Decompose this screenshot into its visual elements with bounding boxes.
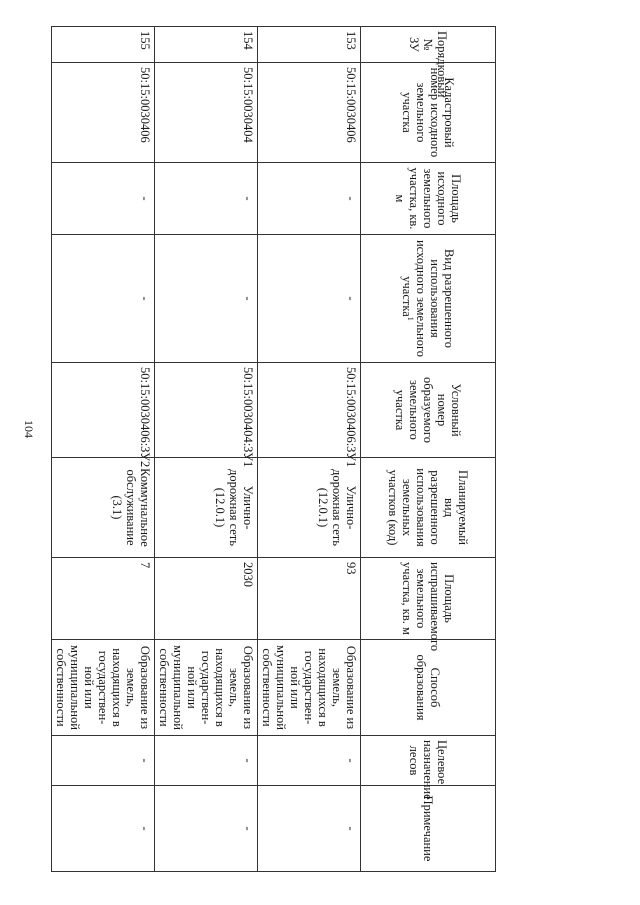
cell-forest-purpose: - [155,736,258,786]
cell-cadastral-number: 50:15:0030406 [258,63,361,163]
cell-note: - [258,786,361,872]
table-row [52,27,155,872]
cell-source-area: - [258,163,361,235]
cell-row-number: 154 [155,27,258,63]
table-header-row [361,27,496,872]
cell-row-number: 155 [52,27,155,63]
cell-cadastral-number: 50:15:0030404 [155,63,258,163]
cell-planned-use: Улично-дорожная сеть (12.0.1) [155,458,258,558]
cell-formation-method: Образование из земель, находящихся в государствен-ной или муниципальной собственности [155,640,258,736]
cell-source-use: - [52,235,155,363]
cell-source-use: - [155,235,258,363]
cell-cadastral-number: 50:15:0030406 [52,63,155,163]
cell-row-number: 153 [258,27,361,63]
header-requested-area: Площадь испрашиваемого земельного участка, кв. м [361,558,496,640]
cell-planned-use: Коммунальное обслуживание (3.1) [52,458,155,558]
header-source-use-text: Вид разрешенного использования исходного земельного участка [400,239,456,358]
header-forest-purpose: Целевое назначение лесов [361,736,496,786]
header-note: Примечание [361,786,496,872]
cell-conditional-number: 50:15:0030406:ЗУ2 [52,363,155,458]
cell-formation-method: Образование из земель, находящихся в государствен-ной или муниципальной собственности [52,640,155,736]
footnote-mark: 1 [406,316,416,321]
header-formation-method: Способ образования [361,640,496,736]
cell-requested-area: 7 [52,558,155,640]
cell-conditional-number: 50:15:0030406:ЗУ1 [258,363,361,458]
cell-conditional-number: 50:15:0030404:ЗУ1 [155,363,258,458]
cell-requested-area: 2030 [155,558,258,640]
header-planned-use: Планируемый вид разрешенного использования земельных участков (код) [361,458,496,558]
cell-source-area: - [155,163,258,235]
cell-note: - [155,786,258,872]
header-source-area: Площадь исходного земельного участка, кв. м [361,163,496,235]
header-conditional-number: Условный номер образуемого земельного участка [361,363,496,458]
rotated-table-container [56,26,496,871]
page-number: 104 [22,420,36,438]
land-plots-table [51,26,496,872]
cell-note: - [52,786,155,872]
cell-requested-area: 93 [258,558,361,640]
header-cadastral-number: Кадастровый номер исходного земельного участка [361,63,496,163]
table-row [155,27,258,872]
cell-source-use: - [258,235,361,363]
cell-forest-purpose: - [258,736,361,786]
table-row [258,27,361,872]
cell-planned-use: Улично-дорожная сеть (12.0.1) [258,458,361,558]
cell-formation-method: Образование из земель, находящихся в государствен-ной или муниципальной собственности [258,640,361,736]
header-row-number: Порядковый № ЗУ [361,27,496,63]
cell-forest-purpose: - [52,736,155,786]
cell-source-area: - [52,163,155,235]
header-source-use [361,235,496,363]
